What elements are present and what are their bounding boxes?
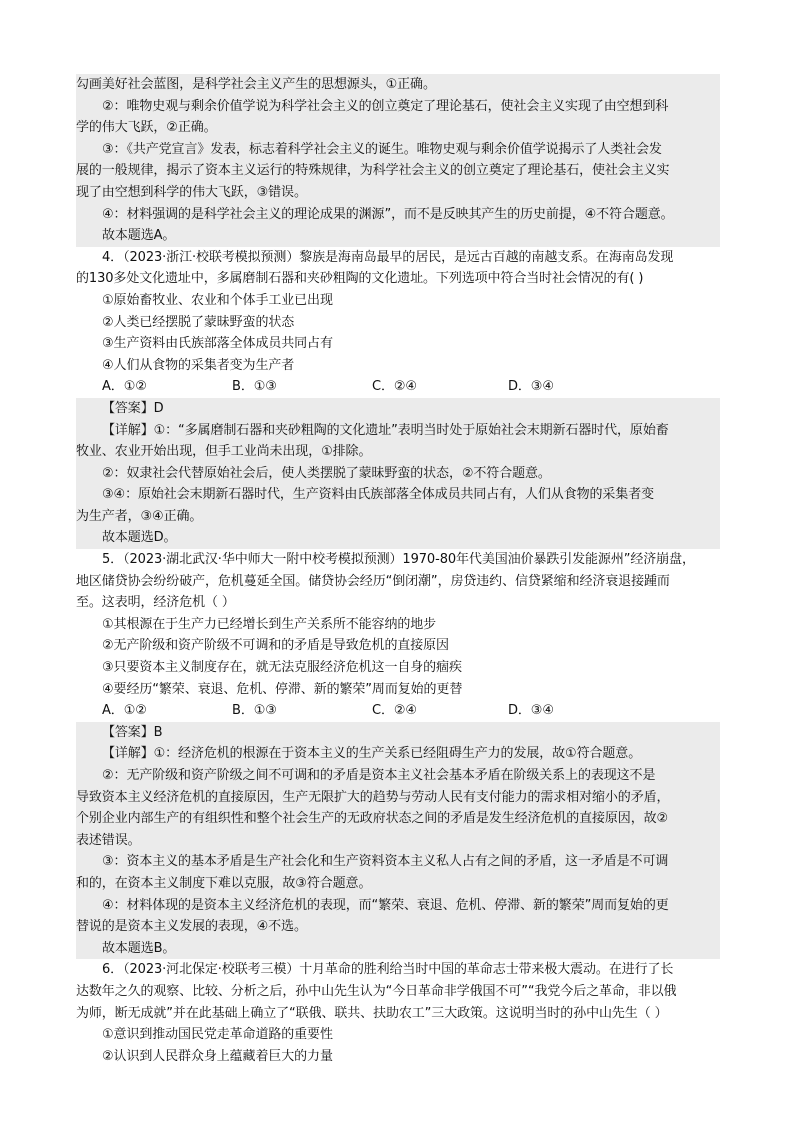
text-line: ③：《共产党宣言》发表，标志着科学社会主义的诞生。唯物史观与剩余价值学说揭示了人类社会发: [76, 139, 720, 161]
question-6-stem: 达数年之久的观察、比较、分析之后，孙中山先生认为“今日革命非学俄国不可”“我党今后之革命，非以俄: [76, 983, 677, 999]
question-5-explanation: 故本题选B。: [76, 938, 720, 960]
text-line: 勾画美好社会蓝图，是科学社会主义产生的思想源头，①正确。: [76, 74, 720, 96]
question-4-option: ②人类已经摆脱了蒙昧野蛮的状态: [102, 314, 295, 330]
question-4-stem: 的130多处文化遗址中，多属磨制石器和夹砂粗陶的文化遗址。下列选项中符合当时社会情况的有( ): [76, 271, 644, 287]
text-line: 故本题选A。: [76, 225, 720, 247]
choice-a: A．①②: [102, 703, 147, 719]
question-4-option: ①原始畜牧业、农业和个体手工业已出现: [102, 292, 333, 308]
question-4-explanation: 【详解】①：“多属磨制石器和夹砂粗陶的文化遗址”表明当时处于原始社会末期新石器时代，原始畜: [76, 420, 720, 442]
question-4-answer: 【答案】D: [76, 398, 720, 420]
question-5-explanation: 个别企业内部生产的有组织性和整个社会生产的无政府状态之间的矛盾是发生经济危机的直接原因，故②: [76, 808, 720, 830]
text-line: ②：唯物史观与剩余价值学说为科学社会主义的创立奠定了理论基石，使社会主义实现了由空想到科: [76, 96, 720, 118]
question-5-stem: 至。这表明，经济危机（ ）: [76, 595, 235, 611]
question-5-answer: 【答案】B: [76, 722, 720, 744]
question-5-explanation: 表述错误。: [76, 830, 720, 852]
choice-b: B．①③: [232, 703, 277, 719]
question-6-option: ②认识到人民群众身上蕴藏着巨大的力量: [102, 1048, 333, 1064]
question-4-choices: [76, 376, 720, 398]
text-line: 展的一般规律，揭示了资本主义运行的特殊规律，为科学社会主义的创立奠定了理论基石，使社会主义实: [76, 160, 720, 182]
question-5-option: ④要经历“繁荣、衰退、危机、停滞、新的繁荣”周而复始的更替: [102, 681, 463, 697]
choice-b: B．①③: [232, 379, 277, 395]
question-5-explanation: ②：无产阶级和资产阶级之间不可调和的矛盾是资本主义社会基本矛盾在阶级关系上的表现这不是: [76, 765, 720, 787]
question-6-option: ①意识到推动国民党走革命道路的重要性: [102, 1027, 333, 1043]
question-5-explanation: 和的，在资本主义制度下难以克服，故③符合题意。: [76, 873, 720, 895]
choice-d: D．③④: [508, 379, 554, 395]
question-4-explanation: ②：奴隶社会代替原始社会后，使人类摆脱了蒙昧野蛮的状态，②不符合题意。: [76, 463, 720, 485]
question-5-stem: 地区储贷协会纷纷破产，危机蔓延全国。储贷协会经历“倒闭潮”，房贷违约、信贷紧缩和经济衰退接踵而: [76, 573, 670, 589]
question-5-explanation: ③：资本主义的基本矛盾是生产社会化和生产资料资本主义私人占有之间的矛盾，这一矛盾是不可调: [76, 851, 720, 873]
choice-d: D．③④: [508, 703, 554, 719]
question-4-explanation: 牧业、农业开始出现，但手工业尚未出现，①排除。: [76, 441, 720, 463]
text-line: 现了由空想到科学的伟大飞跃，③错误。: [76, 182, 720, 204]
question-5-explanation: 【详解】①：经济危机的根源在于资本主义的生产关系已经阻碍生产力的发展，故①符合题意。: [76, 743, 720, 765]
question-4-stem: 4．（2023·浙江·校联考模拟预测）黎族是海南岛最早的居民，是远古百越的南越支系。在海南岛发现: [102, 249, 674, 265]
question-4-explanation: 故本题选D。: [76, 527, 720, 549]
question-6-stem: 6．（2023·河北保定·校联考三模）十月革命的胜利给当时中国的革命志士带来极大震动。在进行了长: [102, 962, 674, 978]
question-4-explanation: ③④：原始社会末期新石器时代，生产资料由氏族部落全体成员共同占有，人们从食物的采集者变: [76, 484, 720, 506]
question-4-option: ④人们从食物的采集者变为生产者: [102, 357, 295, 373]
question-5-option: ③只要资本主义制度存在，就无法克服经济危机这一自身的痼疾: [102, 660, 462, 676]
question-4-option: ③生产资料由氏族部落全体成员共同占有: [102, 336, 333, 352]
choice-a: A．①②: [102, 379, 147, 395]
text-line: ④：材料强调的是科学社会主义的理论成果的渊源”，而不是反映其产生的历史前提，④不符合题意。: [76, 204, 720, 226]
text-line: 学的伟大飞跃，②正确。: [76, 117, 720, 139]
question-5-option: ①其根源在于生产力已经增长到生产关系所不能容纳的地步: [102, 616, 437, 632]
question-5-explanation: 导致资本主义经济危机的直接原因，生产无限扩大的趋势与劳动人民有支付能力的需求相对缩小的矛盾，: [76, 787, 720, 809]
question-5-option: ②无产阶级和资产阶级不可调和的矛盾是导致危机的直接原因: [102, 638, 449, 654]
question-5-choices: [76, 700, 720, 722]
question-6-stem: 为师，断无成就”并在此基础上确立了“联俄、联共、扶助农工”三大政策。这说明当时的孙中山先生（ ）: [76, 1005, 668, 1021]
question-5-explanation: 替说的是资本主义发展的表现，④不选。: [76, 916, 720, 938]
choice-c: C．②④: [372, 379, 417, 395]
document-page: [76, 74, 720, 1067]
question-5-explanation: ④：材料体现的是资本主义经济危机的表现，而“繁荣、衰退、危机、停滞、新的繁荣”周而复始的更: [76, 895, 720, 917]
question-5-stem: 5．（2023·湖北武汉·华中师大一附中校考模拟预测）1970-80年代美国油价暴跌引发能源州”经济崩盘，: [102, 552, 695, 568]
choice-c: C．②④: [372, 703, 417, 719]
question-4-explanation: 为生产者，③④正确。: [76, 506, 720, 528]
